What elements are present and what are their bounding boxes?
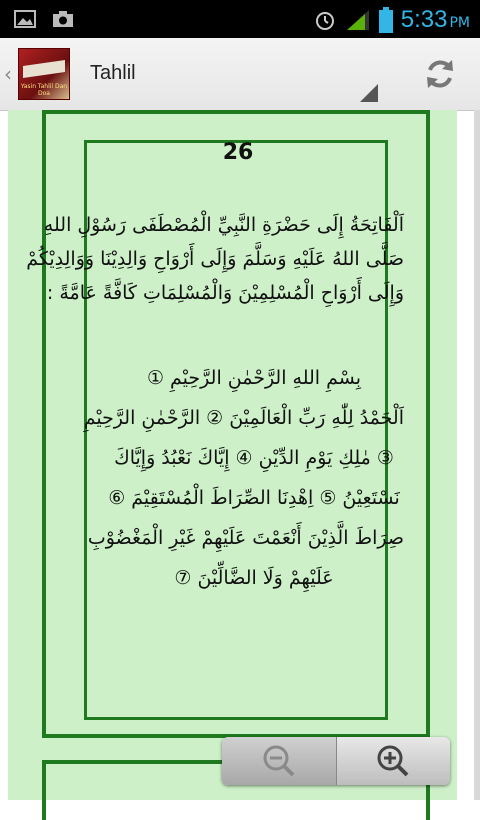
app-logo[interactable] (18, 48, 70, 100)
camera-icon (52, 9, 74, 29)
gallery-icon (14, 9, 36, 29)
zoom-out-button[interactable] (222, 737, 336, 785)
clock-time: 5:33 (400, 6, 448, 33)
up-caret-icon[interactable]: ‹ (4, 62, 12, 86)
text-line: صَلَّى اللهُ عَلَيْهِ وَسَلَّمَ وَإِلَى أَرْوَاحِ وَالِدِيْنَا وَوَالِدِيْكُمْ (26, 248, 404, 270)
action-bar (0, 38, 480, 111)
text-line: اَلْحَمْدُ لِلّٰهِ رَبِّ الْعَالَمِيْنَ ② الرَّحْمٰنِ الرَّحِيْمِ (83, 407, 404, 429)
signal-icon (345, 8, 371, 32)
text-line: وَإِلَى أَرْوَاحِ الْمُسْلِمِيْنَ وَالْمُسْلِمَاتِ كَافَّةً عَامَّةً : (46, 282, 404, 304)
mushaf-page (8, 110, 457, 800)
al-fatihah-text (83, 358, 404, 598)
vertical-scrollbar[interactable] (474, 110, 480, 800)
battery-icon (379, 7, 393, 33)
zoom-out-icon (259, 741, 299, 781)
spinner-indicator-icon[interactable] (360, 84, 378, 102)
text-line: عَلَيْهِمْ وَلَا الضَّالِّيْنَ ⑦ (174, 567, 334, 589)
text-line: بِسْمِ اللهِ الرَّحْمٰنِ الرَّحِيْمِ ① (146, 367, 362, 389)
zoom-in-button[interactable] (336, 737, 451, 785)
page-number: 26 (222, 140, 254, 165)
text-line: اَلْفَاتِحَةُ إِلَى حَضْرَةِ النَّبِيِّ الْمُصْطَفَى رَسُوْلِ اللهِ (43, 214, 404, 236)
status-bar (0, 0, 480, 38)
text-line: ③ مٰلِكِ يَوْمِ الدِّيْنِ ④ إِيَّاكَ نَعْبُدُ وَإِيَّاكَ (114, 447, 394, 469)
logo-text: Yasin Tahlil Dan Doa (20, 83, 68, 97)
zoom-controls (222, 737, 450, 785)
text-line: صِرَاطَ الَّذِيْنَ أَنْعَمْتَ عَلَيْهِمْ غَيْرِ الْمَغْضُوْبِ (87, 527, 404, 549)
alarm-icon (313, 8, 337, 32)
clock-ampm: PM (449, 15, 470, 31)
refresh-icon[interactable] (422, 56, 458, 92)
zoom-in-icon (373, 741, 413, 781)
app-title[interactable]: Tahlil (90, 62, 136, 84)
dedication-text (26, 208, 404, 310)
text-line: نَسْتَعِيْنُ ⑤ اِهْدِنَا الصِّرَاطَ الْمُسْتَقِيْمَ ⑥ (108, 487, 400, 509)
